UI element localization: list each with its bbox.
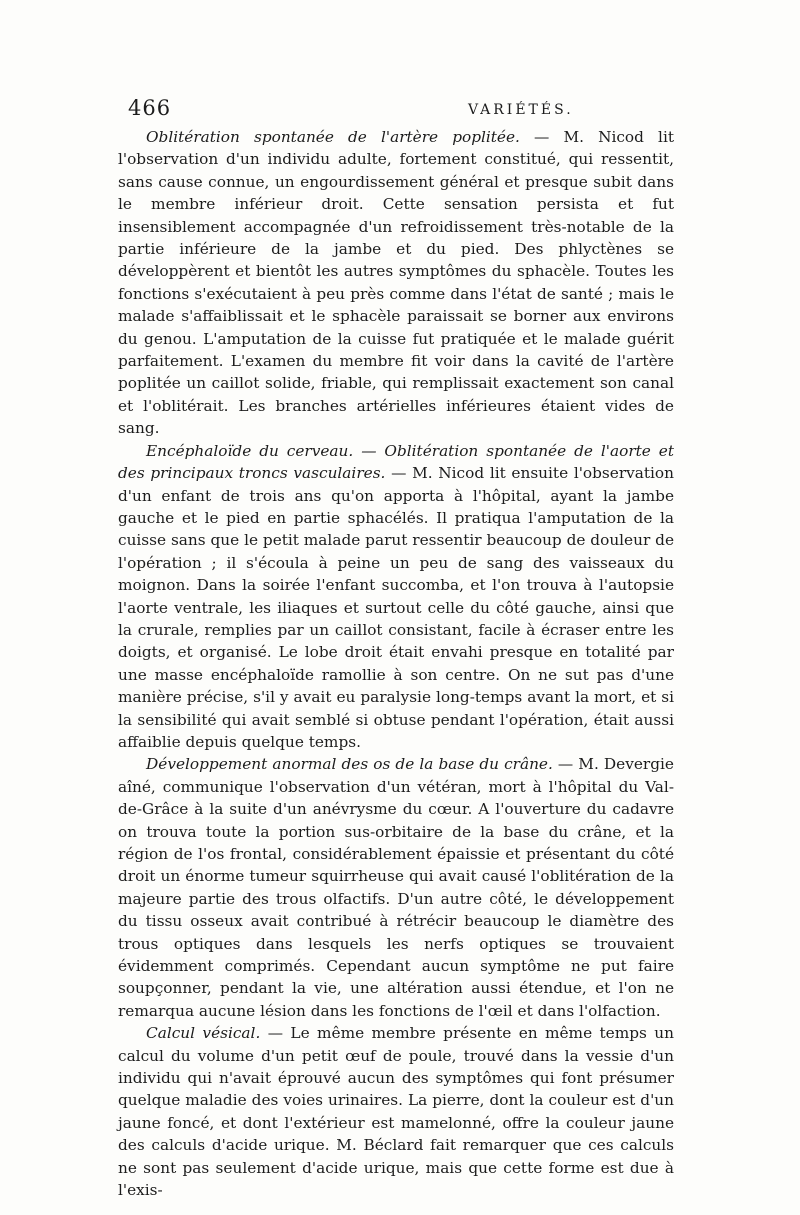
paragraph-popliteal-obliteration [118,126,674,440]
paragraph-text: — M. Nicod lit ensuite l'observation d'un enfant de trois ans qu'on apporta à l'hôpital, ayant la jambe gauche et le pied en partie sphacélés. Il pratiqua l'amputation de la cuisse sans que le petit malade parut ressentir beaucoup de douleur de l'opération ; il s'écoula à peine un peu de sang des vaisseaux du moignon. Dans la soirée l'enfant succomba, et l'on trouva à l'autopsie l'aorte ventrale, les iliaques et surtout celle du côté gauche, ainsi que la crurale, remplies par un caillot consistant, facile à écraser entre les doigts, et organisé. Le lobe droit était envahi presque en totalité par une masse encéphaloïde ramollie à son centre. On ne sut pas d'une manière précise, s'il y avait eu paralysie long-temps avant la mort, et si la sensibilité qui avait semblé si obtuse pendant l'opération, était aussi affaiblie depuis quelque temps. [118,464,674,751]
paragraph-encephaloid [118,440,674,754]
paragraph-title: Oblitération spontanée de l'artère poplitée. [146,128,520,146]
paragraph-text: — M. Devergie aîné, communique l'observation d'un vétéran, mort à l'hôpital du Val-de-Grâce à la suite d'un anévrysme du cœur. A l'ouverture du cadavre on trouva toute la portion sus-orbitaire de la base du crâne, et la région de l'os frontal, considérablement épaissie et présentant du côté droit un énorme tumeur squirrheuse qui avait causé l'oblitération de la majeure partie des trous olfactifs. D'un autre côté, le développement du tissu osseux avait contribué à rétrécir beaucoup le diamètre des trous optiques dans lesquels les nerfs optiques se trouvaient évidemment comprimés. Cependant aucun symptôme ne put faire soupçonner, pendant la vie, une altération aussi étendue, et l'on ne remarqua aucune lésion dans les fonctions de l'œil et dans l'olfaction. [118,755,674,1020]
page-header [128,96,680,122]
paragraph-title: Calcul vésical. [146,1024,261,1043]
paragraph-bladder-calculus [118,1022,674,1201]
page-number: 466 [128,96,172,120]
paragraph-title: Développement anormal des os de la base du crâne. [146,755,553,774]
paragraph-title: Encéphaloïde du cerveau. — Oblitération spontanée de l'aorte et des principaux troncs vasculaires. [118,441,674,483]
running-title: VARIÉTÉS. [468,102,574,118]
article-body [118,126,674,1202]
paragraph-skull-base [118,753,674,1022]
paragraph-text: — M. Nicod lit l'observation d'un individu adulte, fortement constitué, qui ressentit, sans cause connue, un engourdissement général et presque subit dans le membre inférieur droit. Cette sensation persista et fut insensiblement accompagnée d'un refroidissement très-notable de la partie inférieure de la jambe et du pied. Des phlyctènes se développèrent et bientôt les autres symptômes du sphacèle. Toutes les fonctions s'exécutaient à peu près comme dans l'état de santé ; mais le malade s'affaiblissait et le sphacèle paraissait se borner aux environs du genou. L'amputation de la cuisse fut pratiquée et le malade guérit parfaitement. L'examen du membre fit voir dans la cavité de l'artère poplitée un caillot solide, friable, qui remplissait exactement son canal et l'oblitérait. Les branches artérielles inférieures étaient vides de sang. [118,128,674,438]
paragraph-text: — Le même membre présente en même temps un calcul du volume d'un petit œuf de poule, trouvé dans la vessie d'un individu qui n'avait éprouvé aucun des symptômes qui font présumer quelque maladie des voies urinaires. La pierre, dont la couleur est d'un jaune foncé, et dont l'extérieur est mamelonné, offre la couleur jaune des calculs d'acide urique. M. Béclard fait remarquer que ces calculs ne sont pas seulement d'acide urique, mais que cette forme est due à l'exis- [118,1024,674,1200]
